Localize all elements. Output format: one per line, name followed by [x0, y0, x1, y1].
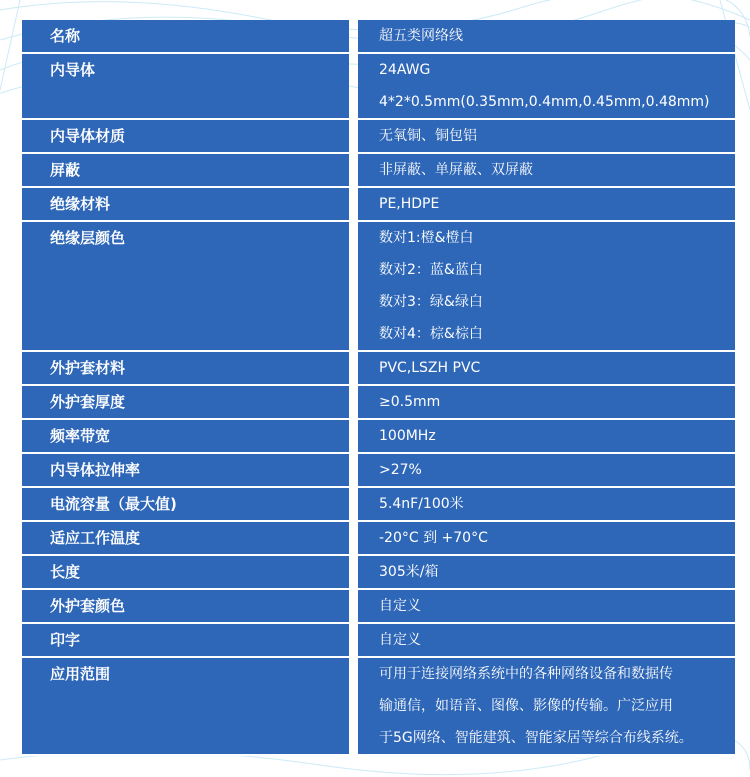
spec-row	[22, 154, 735, 188]
spec-value-line: 非屏蔽、单屏蔽、双屏蔽	[379, 162, 533, 178]
spec-value-cell	[358, 658, 735, 754]
spec-row	[22, 352, 735, 386]
spec-value-line: 数对1:橙&橙白	[379, 230, 474, 246]
spec-label-cell	[22, 522, 349, 554]
spec-label: 绝缘材料	[50, 195, 111, 213]
spec-label-cell	[22, 488, 349, 520]
spec-label-cell	[22, 188, 349, 220]
spec-label-cell	[22, 352, 349, 384]
spec-value-line: PE,HDPE	[379, 196, 440, 212]
spec-label-cell	[22, 590, 349, 622]
spec-label: 适应工作温度	[50, 529, 141, 547]
spec-label-cell	[22, 624, 349, 656]
spec-label: 内导体	[50, 61, 96, 79]
spec-label-cell	[22, 658, 349, 754]
spec-label-cell	[22, 386, 349, 418]
spec-value-line: 无氧铜、铜包铝	[379, 128, 477, 144]
spec-label: 外护套厚度	[50, 393, 126, 411]
spec-label-cell	[22, 420, 349, 452]
spec-value-line: 305米/箱	[379, 564, 439, 580]
spec-value-cell	[358, 154, 735, 186]
spec-row	[22, 20, 735, 54]
spec-label-cell	[22, 54, 349, 118]
spec-value-line: 自定义	[379, 632, 421, 648]
spec-value-cell	[358, 188, 735, 220]
spec-row	[22, 590, 735, 624]
spec-table	[22, 20, 735, 756]
spec-row	[22, 624, 735, 658]
spec-value-line: 数对3：绿&绿白	[379, 294, 483, 310]
spec-label: 内导体材质	[50, 127, 126, 145]
spec-label: 外护套颜色	[50, 597, 126, 615]
spec-row	[22, 488, 735, 522]
spec-value-line: 数对4：棕&棕白	[379, 326, 483, 342]
spec-value-cell	[358, 352, 735, 384]
spec-value-line: 超五类网络线	[379, 28, 463, 44]
spec-label: 外护套材料	[50, 359, 126, 377]
spec-label: 印字	[50, 631, 81, 649]
spec-label: 名称	[50, 27, 81, 45]
spec-label-cell	[22, 20, 349, 52]
spec-value-cell	[358, 522, 735, 554]
spec-value-line: 4*2*0.5mm(0.35mm,0.4mm,0.45mm,0.48mm)	[379, 94, 710, 110]
spec-value-line: 可用于连接网络系统中的各种网络设备和数据传	[379, 666, 673, 682]
spec-row	[22, 54, 735, 120]
spec-value-cell	[358, 590, 735, 622]
spec-value-line: 自定义	[379, 598, 421, 614]
spec-label: 内导体拉伸率	[50, 461, 141, 479]
spec-row	[22, 454, 735, 488]
spec-row	[22, 420, 735, 454]
spec-label: 电流容量（最大值)	[50, 495, 177, 513]
spec-value-cell	[358, 20, 735, 52]
spec-value-line: ≥0.5mm	[379, 394, 441, 410]
spec-row	[22, 222, 735, 352]
spec-row	[22, 522, 735, 556]
spec-row	[22, 658, 735, 756]
spec-value-line: -20°C 到 +70°C	[379, 530, 488, 546]
spec-value-cell	[358, 624, 735, 656]
spec-row	[22, 386, 735, 420]
spec-value-cell	[358, 454, 735, 486]
spec-value-line: 5.4nF/100米	[379, 496, 464, 512]
spec-value-line: 100MHz	[379, 428, 436, 444]
spec-label-cell	[22, 120, 349, 152]
spec-value-cell	[358, 222, 735, 350]
spec-row	[22, 556, 735, 590]
spec-label-cell	[22, 222, 349, 350]
spec-label-cell	[22, 154, 349, 186]
spec-value-line: >27%	[379, 462, 422, 478]
spec-value-cell	[358, 556, 735, 588]
spec-value-cell	[358, 488, 735, 520]
spec-label: 应用范围	[50, 665, 111, 683]
spec-value-cell	[358, 386, 735, 418]
spec-row	[22, 120, 735, 154]
spec-label: 绝缘层颜色	[50, 229, 126, 247]
spec-label: 屏蔽	[50, 161, 81, 179]
spec-value-line: PVC,LSZH PVC	[379, 360, 481, 376]
spec-value-cell	[358, 420, 735, 452]
spec-label-cell	[22, 454, 349, 486]
spec-value-cell	[358, 120, 735, 152]
spec-label-cell	[22, 556, 349, 588]
spec-value-line: 于5G网络、智能建筑、智能家居等综合布线系统。	[379, 730, 693, 746]
spec-label: 频率带宽	[50, 427, 111, 445]
spec-value-line: 输通信，如语音、图像、影像的传输。广泛应用	[379, 698, 673, 714]
spec-label: 长度	[50, 563, 81, 581]
spec-value-line: 24AWG	[379, 62, 431, 78]
spec-row	[22, 188, 735, 222]
spec-value-cell	[358, 54, 735, 118]
spec-value-line: 数对2：蓝&蓝白	[379, 262, 483, 278]
